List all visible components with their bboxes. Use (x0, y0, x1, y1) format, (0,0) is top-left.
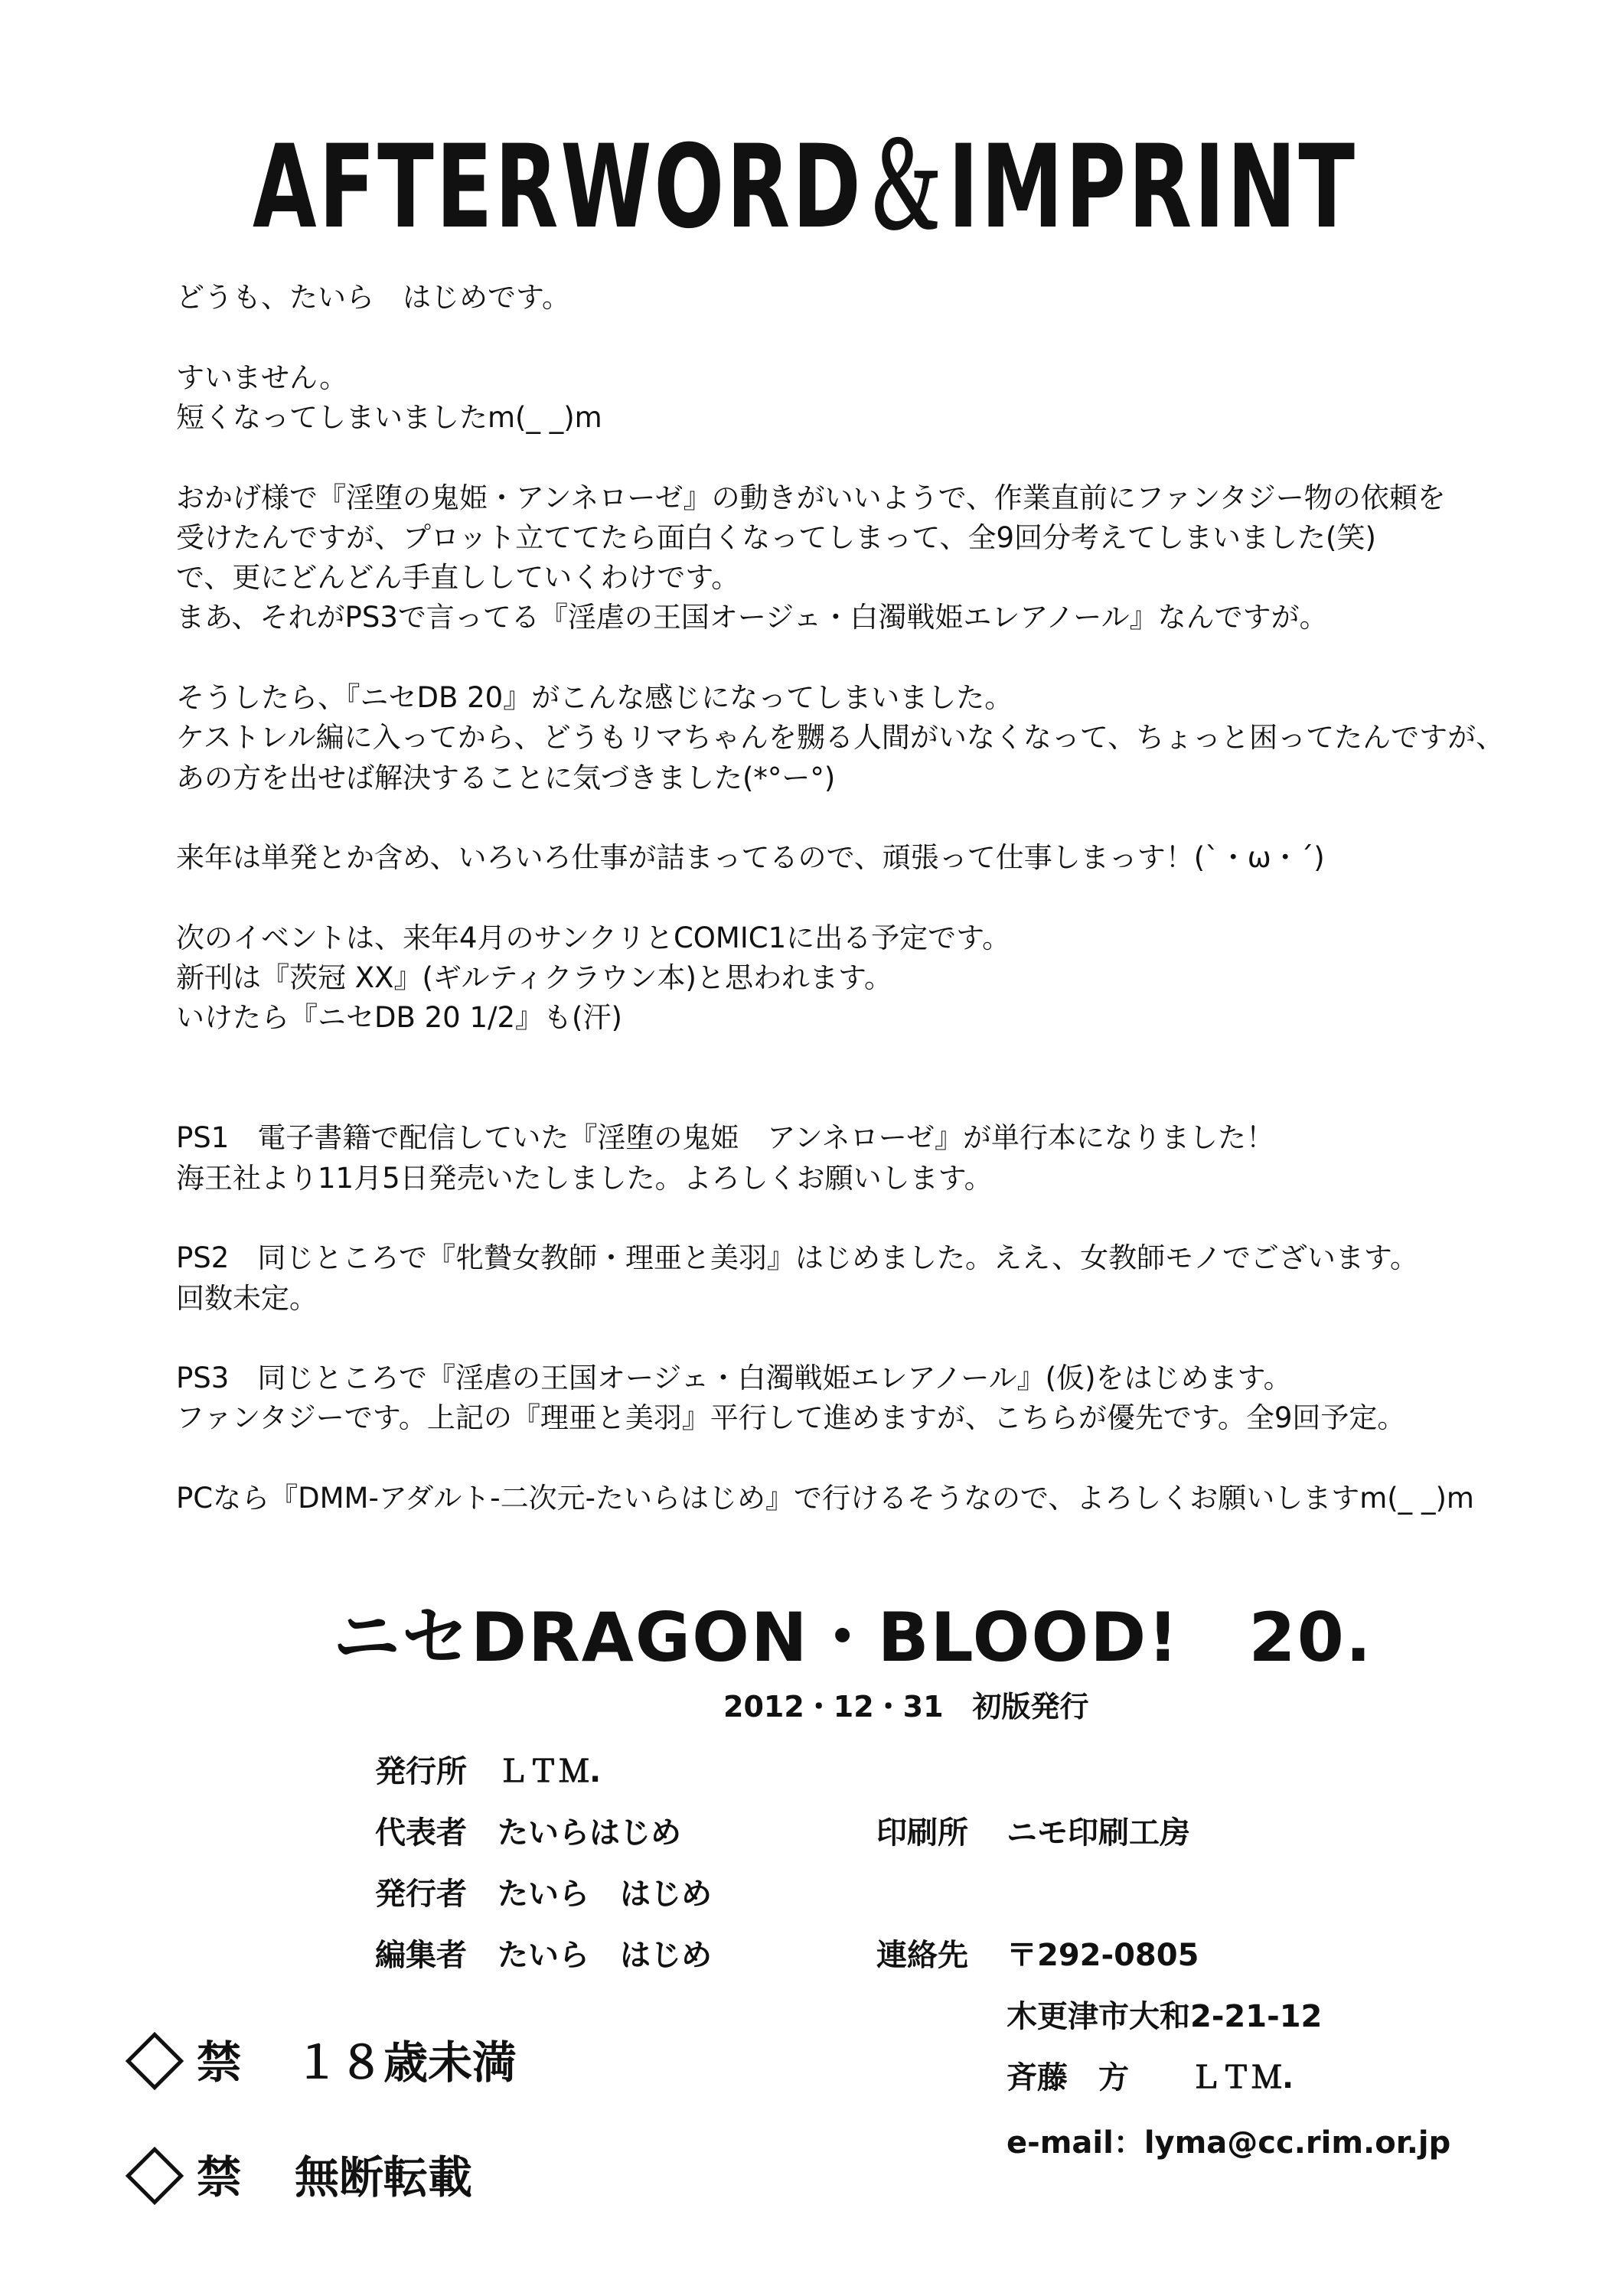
contact-email[interactable]: e-mail：lyma@cc.rim.or.jp (1007, 2125, 1451, 2161)
issuer-value: たいら はじめ (498, 1877, 712, 1912)
afterword-line: 短くなってしまいましたm(_ _)m (176, 401, 602, 434)
warning-text: 無断転載 (295, 2151, 473, 2203)
afterword-line: で、更にどんどん手直ししていくわけです。 (176, 561, 740, 594)
afterword-line: PS1 電子書籍で配信していた『淫堕の鬼姫 アンネローゼ』が単行本になりました！ (176, 1121, 1275, 1154)
publisher-value: ＬＴＭ. (498, 1754, 602, 1789)
afterword-line: PCなら『DMM-アダルト-二次元-たいらはじめ』で行けるそうなので、よろしくお願いしますm(_ _)m (176, 1482, 1474, 1515)
warning-prefix: 禁 (197, 2037, 242, 2089)
afterword-line: PS3 同じところで『淫虐の王国オージェ・白濁戦姫エレアノール』(仮)をはじめます。 (176, 1362, 1292, 1394)
contact-label: 連絡先 (876, 1938, 968, 1973)
afterword-line: すいません。 (176, 361, 348, 394)
afterword-line: 来年は単発とか含め、いろいろ仕事が詰まってるので、頑張って仕事しまっす！(`・ω・´) (176, 841, 1325, 874)
afterword-line: いけたら『ニセDB 20 1/2』も(汗) (176, 1001, 622, 1034)
representative-value: たいらはじめ (498, 1815, 681, 1851)
afterword-line: 回数未定。 (176, 1282, 318, 1315)
contact-name: 斉藤 方 ＬＴＭ. (1007, 2060, 1294, 2095)
afterword-line: あの方を出せば解決することに気づきました(*°ー°) (176, 762, 836, 794)
publisher-label: 発行所 (375, 1754, 467, 1789)
afterword-line: おかげ様で『淫堕の鬼姫・アンネローゼ』の動きがいいようで、作業直前にファンタジー物の依頼を (176, 481, 1446, 514)
warning-no-reprint (134, 2151, 472, 2204)
editor-value: たいら はじめ (498, 1938, 712, 1973)
warning-text: １８歳未満 (295, 2037, 517, 2089)
diamond-icon (126, 2032, 184, 2090)
representative-label: 代表者 (375, 1815, 467, 1851)
warning-prefix: 禁 (197, 2151, 242, 2203)
diamond-icon (126, 2147, 184, 2205)
afterword-line: 海王社より11月5日発売いたしました。よろしくお願いします。 (176, 1162, 993, 1195)
afterword-line: どうも、たいら はじめです。 (176, 281, 571, 314)
printer-value: ニモ印刷工房 (1007, 1815, 1190, 1851)
warning-under-18 (134, 2036, 517, 2089)
book-title: ニセDRAGON・BLOOD! 20. (333, 1598, 1373, 1677)
afterword-line: そうしたら、『ニセDB 20』がこんな感じになってしまいました。 (176, 681, 1013, 714)
afterword-line: ファンタジーです。上記の『理亜と美羽』平行して進めますが、こちらが優先です。全9回予定。 (176, 1401, 1406, 1434)
postal-code: 〒292-0805 (1007, 1938, 1199, 1973)
afterword-line: 新刊は『茨冠 XX』(ギルティクラウン本)と思われます。 (176, 961, 893, 994)
afterword-line: PS2 同じところで『牝贄女教師・理亜と美羽』はじめました。ええ、女教師モノでございます。 (176, 1241, 1418, 1274)
editor-label: 編集者 (375, 1938, 467, 1973)
edition-date: 2012・12・31 初版発行 (723, 1690, 1089, 1724)
afterword-line: まあ、それがPS3で言ってる『淫虐の王国オージェ・白濁戦姫エレアノール』なんですが。 (176, 601, 1328, 634)
afterword-line: 次のイベントは、来年4月のサンクリとCOMIC1に出る予定です。 (176, 921, 1011, 954)
printer-label: 印刷所 (876, 1815, 968, 1851)
page-title: AFTERWORD＆IMPRINT (253, 121, 1357, 254)
contact-address: 木更津市大和2-21-12 (1007, 1999, 1323, 2034)
issuer-label: 発行者 (375, 1877, 467, 1912)
afterword-line: 受けたんですが、プロット立ててたら面白くなってしまって、全9回分考えてしまいました(笑) (176, 521, 1376, 554)
afterword-line: ケストレル編に入ってから、どうもリマちゃんを嬲る人間がいなくなって、ちょっと困ってたんですが、 (176, 721, 1505, 754)
